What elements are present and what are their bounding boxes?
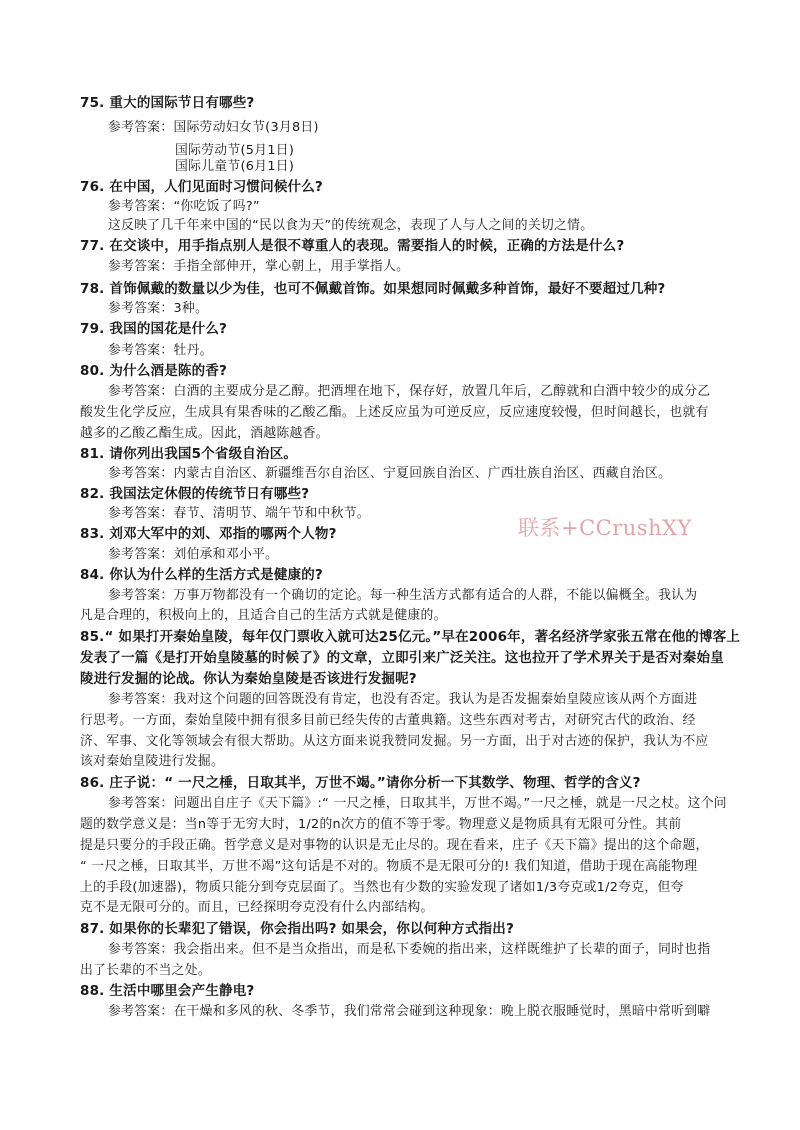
- answer-line: 克不是无限可分的。而且，已经探明夸克没有什么内部结构。: [80, 900, 434, 915]
- question-heading: 81. 请你列出我国5个省级自治区。: [80, 446, 298, 462]
- answer-line: 这反映了几千年来中国的“民以食为天”的传统观念，表现了人与人之间的关切之情。: [108, 218, 594, 233]
- answer-line: 提是只要分的手段正确。哲学意义是对事物的认识是无止尽的。现在看来，庄子《天下篇》提出的这个命题，: [80, 838, 709, 853]
- answer-line: 参考答案：内蒙古自治区、新疆维吾尔自治区、宁夏回族自治区、广西壮族自治区、西藏自治区。: [108, 466, 672, 481]
- question-heading: 80. 为什么酒是陈的香?: [80, 363, 228, 379]
- answer-line: 参考答案：牡丹。: [108, 343, 213, 358]
- answer-line: 参考答案：万事万物都没有一个确切的定论。每一种生活方式都有适合的人群，不能以偏概全。我认为: [108, 588, 698, 603]
- answer-line: 参考答案：问题出自庄子《天下篇》:“ 一尺之棰，日取其半，万世不竭。”一尺之棰，就是一尺之杖。这个问: [108, 796, 727, 811]
- answer-line: 参考答案：国际劳动妇女节(3月8日): [108, 120, 319, 135]
- question-heading: 87. 如果你的长辈犯了错误，你会指出吗? 如果会，你以何种方式指出?: [80, 921, 514, 937]
- question-heading: 发表了一篇《是打开始皇陵墓的时候了》的文章，立即引来广泛关注。这也拉开了学术界关于是否对秦始皇: [80, 650, 724, 666]
- question-heading: 86. 庄子说：“ 一尺之棰，日取其半，万世不竭。”请你分析一下其数学、物理、哲学的含义?: [80, 775, 641, 791]
- answer-line: 参考答案：3种。: [108, 301, 209, 316]
- question-heading: 84. 你认为什么样的生活方式是健康的?: [80, 567, 323, 583]
- answer-line: 上的手段(加速器)，物质只能分到夸克层面了。当然也有少数的实验发现了诸如1/3夸克或1/2夸克，但夸: [80, 880, 684, 895]
- question-heading: 76. 在中国，人们见面时习惯问候什么?: [80, 179, 323, 195]
- answer-line: 参考答案：春节、清明节、端午节和中秋节。: [108, 506, 370, 521]
- answer-line: 题的数学意义是：当n等于无穷大时，1/2的n次方的值不等于零。物理意义是物质具有无限可分性。其前: [80, 817, 682, 832]
- answer-line: 参考答案：白酒的主要成分是乙醇。把酒埋在地下，保存好，放置几年后，乙醇就和白酒中较少的成分乙: [108, 384, 711, 399]
- answer-line: 该对秦始皇陵进行发掘。: [80, 754, 225, 769]
- answer-line: 越多的乙酸乙酯生成。因此，酒越陈越香。: [80, 426, 329, 441]
- answer-line: 酸发生化学反应，生成具有果香味的乙酸乙酯。上述反应虽为可逆反应，反应速度较慢，但时间越长，也就有: [80, 405, 709, 420]
- answer-line: 国际儿童节(6月1日): [175, 159, 295, 174]
- question-heading: 88. 生活中哪里会产生静电?: [80, 983, 255, 999]
- answer-line: 出了长辈的不当之处。: [80, 963, 211, 978]
- question-heading: 78. 首饰佩戴的数量以少为佳，也可不佩戴首饰。如果想同时佩戴多种首饰，最好不要超过几种?: [80, 281, 666, 297]
- answer-line: 凡是合理的，积极向上的，且适合自己的生活方式就是健康的。: [80, 608, 447, 623]
- answer-line: 参考答案：手指全部伸开，掌心朝上，用手掌指人。: [108, 259, 410, 274]
- question-heading: 83. 刘邓大军中的刘、邓指的哪两个人物?: [80, 526, 337, 542]
- question-heading: 82. 我国法定休假的传统节日有哪些?: [80, 486, 310, 502]
- question-heading: 79. 我国的国花是什么?: [80, 321, 228, 337]
- question-heading: 77. 在交谈中，用手指点别人是很不尊重人的表现。需要指人的时候，正确的方法是什么?: [80, 238, 625, 254]
- question-heading: 85.“ 如果打开秦始皇陵，每年仅门票收入就可达25亿元。”早在2006年，著名经济学家张五常在他的博客上: [80, 629, 741, 645]
- question-heading: 陵进行发掘的论战。你认为秦始皇陵是否该进行发掘呢?: [80, 671, 417, 687]
- answer-line: 济、军事、文化等领域会有很大帮助。从这方面来说我赞同发掘。另一方面，出于对古迹的保护，我认为不应: [80, 734, 709, 749]
- answer-line: 参考答案：我对这个问题的回答既没有肯定，也没有否定。我认为是否发掘秦始皇陵应该从两个方面进: [108, 692, 698, 707]
- answer-line: 参考答案：在干燥和多风的秋、冬季节，我们常常会碰到这种现象：晚上脱衣服睡觉时，黑暗中常听到噼: [108, 1004, 711, 1019]
- question-heading: 75. 重大的国际节日有哪些?: [80, 95, 255, 111]
- answer-line: 参考答案：刘伯承和邓小平。: [108, 547, 279, 562]
- answer-line: 行思考。一方面，秦始皇陵中拥有很多目前已经失传的古董典籍。这些东西对考古，对研究古代的政治、经: [80, 713, 696, 728]
- answer-line: 国际劳动节(5月1日): [175, 143, 295, 158]
- answer-line: 参考答案：我会指出来。但不是当众指出，而是私下委婉的指出来，这样既维护了长辈的面子，同时也指: [108, 942, 711, 957]
- answer-line: 参考答案：“你吃饭了吗?”: [108, 199, 260, 214]
- watermark: 联系+CCrushXY: [518, 516, 692, 540]
- answer-line: “ 一尺之棰，日取其半，万世不竭”这句话是不对的。物质不是无限可分的! 我们知道，借助于现在高能物理: [80, 859, 698, 874]
